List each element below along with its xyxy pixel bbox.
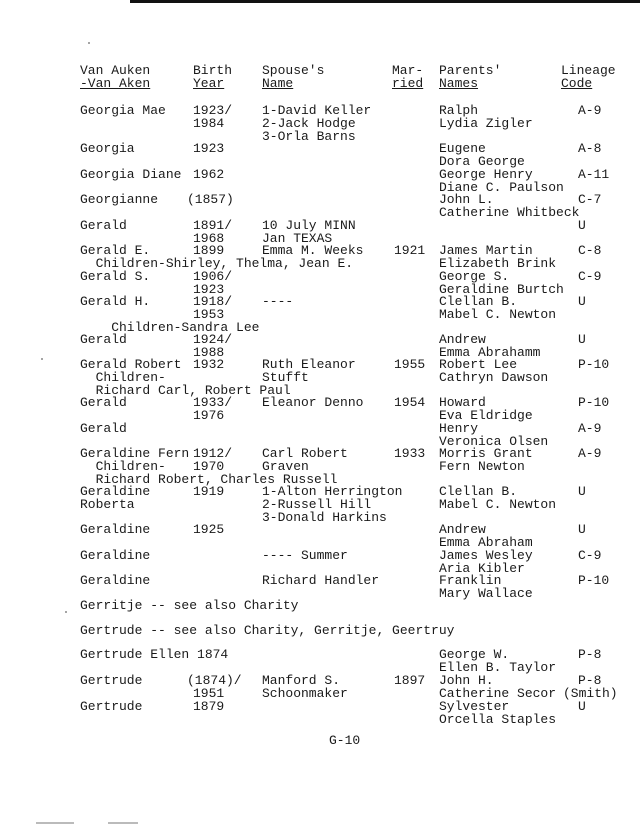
name-cell: Georgia Mae bbox=[80, 103, 166, 118]
scan-speck bbox=[88, 42, 90, 44]
married-year-cell: 1955 bbox=[394, 357, 426, 372]
lineage-code-cell: U bbox=[578, 332, 586, 347]
parents-cell: Morris Grant bbox=[439, 446, 533, 461]
spouse-cell: ---- Summer bbox=[262, 548, 348, 563]
lineage-code-cell: A-8 bbox=[578, 141, 602, 156]
parents-cell: James Wesley bbox=[439, 548, 533, 563]
spouse-cell: 1-David Keller bbox=[262, 103, 372, 118]
name-cell: Gerald bbox=[80, 332, 127, 347]
parents-cell: Aria Kibler bbox=[439, 561, 525, 576]
name-cell: Geraldine Fern bbox=[80, 446, 190, 461]
spouse-cell: Carl Robert bbox=[262, 446, 348, 461]
parents-cell: Geraldine Burtch bbox=[439, 282, 564, 297]
birth-year-cell: 1984 bbox=[193, 116, 225, 131]
name-cell: Geraldine bbox=[80, 522, 151, 537]
header-birth-line1: Birth bbox=[193, 63, 233, 78]
header-married-line1: Mar- bbox=[392, 63, 424, 78]
married-year-cell: 1954 bbox=[394, 395, 426, 410]
spouse-cell: Schoonmaker bbox=[262, 686, 348, 701]
spouse-cell: Graven bbox=[262, 459, 309, 474]
birth-year-cell: 1962 bbox=[193, 167, 225, 182]
scan-speck bbox=[41, 358, 43, 360]
parents-cell: Veronica Olsen bbox=[439, 434, 549, 449]
parents-cell: John H. bbox=[439, 673, 494, 688]
parents-cell: Eugene bbox=[439, 141, 486, 156]
header-married-line2: ried bbox=[392, 76, 424, 91]
parents-cell: Robert Lee bbox=[439, 357, 518, 372]
name-cell: Gertrude -- see also Charity, Gerritje, Geertruy bbox=[80, 623, 455, 638]
scan-smudge bbox=[36, 822, 74, 824]
birth-year-cell: 1923 bbox=[193, 141, 225, 156]
birth-year-cell: 1970 bbox=[193, 459, 225, 474]
lineage-code-cell: (Smith) bbox=[563, 686, 618, 701]
parents-cell: Andrew bbox=[439, 522, 486, 537]
birth-year-cell: 1899 bbox=[193, 243, 225, 258]
header-lineage-line2: Code bbox=[561, 76, 593, 91]
name-cell: Gerritje -- see also Charity bbox=[80, 598, 299, 613]
header-name-line2: -Van Aken bbox=[80, 76, 151, 91]
birth-year-cell: 1933/ bbox=[193, 395, 233, 410]
name-cell: Gerald H. bbox=[80, 294, 151, 309]
lineage-code-cell: U bbox=[578, 699, 586, 714]
lineage-code-cell: P-10 bbox=[578, 395, 610, 410]
birth-year-cell: 1951 bbox=[193, 686, 225, 701]
spouse-cell: Richard Handler bbox=[262, 573, 380, 588]
parents-cell: George W. bbox=[439, 647, 510, 662]
header-birth-line2: Year bbox=[193, 76, 225, 91]
parents-cell: Catherine Whitbeck bbox=[439, 205, 580, 220]
name-cell: Richard Robert, Charles Russell bbox=[80, 472, 338, 487]
birth-year-cell: (1874)/ bbox=[187, 673, 242, 688]
header-spouse-line2: Name bbox=[262, 76, 294, 91]
married-year-cell: 1921 bbox=[394, 243, 426, 258]
name-cell: Georgia Diane bbox=[80, 167, 182, 182]
spouse-cell: Stufft bbox=[262, 370, 309, 385]
parents-cell: John L. bbox=[439, 192, 494, 207]
name-cell: Gertrude bbox=[80, 673, 143, 688]
name-cell: Gerald bbox=[80, 218, 127, 233]
birth-year-cell: 1923 bbox=[193, 282, 225, 297]
birth-year-cell: 1988 bbox=[193, 345, 225, 360]
header-parents-line1: Parents' bbox=[439, 63, 502, 78]
scan-speck bbox=[65, 611, 67, 613]
parents-cell: Emma Abraham bbox=[439, 535, 533, 550]
name-cell: Georgianne bbox=[80, 192, 159, 207]
name-cell: Children- bbox=[80, 370, 166, 385]
parents-cell: Elizabeth Brink bbox=[439, 256, 557, 271]
birth-year-cell: 1925 bbox=[193, 522, 225, 537]
parents-cell: Clellan B. bbox=[439, 294, 518, 309]
spouse-cell: 10 July MINN bbox=[262, 218, 356, 233]
name-cell: Richard Carl, Robert Paul bbox=[80, 383, 291, 398]
spouse-cell: 1-Alton Herrington bbox=[262, 484, 403, 499]
parents-cell: Diane C. Paulson bbox=[439, 180, 564, 195]
spouse-cell: 2-Russell Hill bbox=[262, 497, 372, 512]
parents-cell: Dora George bbox=[439, 154, 525, 169]
lineage-code-cell: U bbox=[578, 218, 586, 233]
parents-cell: Emma Abrahamm bbox=[439, 345, 541, 360]
parents-cell: Lydia Zigler bbox=[439, 116, 533, 131]
lineage-code-cell: A-9 bbox=[578, 446, 602, 461]
lineage-code-cell: A-11 bbox=[578, 167, 610, 182]
name-cell: Roberta bbox=[80, 497, 135, 512]
name-cell: Gertrude bbox=[80, 699, 143, 714]
spouse-cell: 3-Donald Harkins bbox=[262, 510, 387, 525]
lineage-code-cell: C-9 bbox=[578, 548, 602, 563]
spouse-cell: Ruth Eleanor bbox=[262, 357, 356, 372]
parents-cell: George Henry bbox=[439, 167, 533, 182]
name-cell: Gertrude Ellen 1874 bbox=[80, 647, 229, 662]
name-cell: Geraldine bbox=[80, 573, 151, 588]
married-year-cell: 1933 bbox=[394, 446, 426, 461]
spouse-cell: 2-Jack Hodge bbox=[262, 116, 356, 131]
parents-cell: Cathryn Dawson bbox=[439, 370, 549, 385]
parents-cell: Franklin bbox=[439, 573, 502, 588]
birth-year-cell: 1968 bbox=[193, 231, 225, 246]
spouse-cell: ---- bbox=[262, 294, 294, 309]
name-cell: Gerald bbox=[80, 421, 127, 436]
parents-cell: Mary Wallace bbox=[439, 586, 533, 601]
parents-cell: George S. bbox=[439, 269, 510, 284]
birth-year-cell: 1919 bbox=[193, 484, 225, 499]
header-parents-line2: Names bbox=[439, 76, 479, 91]
name-cell: Children-Shirley, Thelma, Jean E. bbox=[80, 256, 354, 271]
married-year-cell: 1897 bbox=[394, 673, 426, 688]
lineage-code-cell: C-7 bbox=[578, 192, 602, 207]
birth-year-cell: 1891/ bbox=[193, 218, 233, 233]
lineage-code-cell: C-9 bbox=[578, 269, 602, 284]
name-cell: Georgia bbox=[80, 141, 135, 156]
spouse-cell: Eleanor Denno bbox=[262, 395, 364, 410]
header-spouse-line1: Spouse's bbox=[262, 63, 325, 78]
parents-cell: Eva Eldridge bbox=[439, 408, 533, 423]
page-number: G-10 bbox=[329, 733, 361, 748]
parents-cell: Clellan B. bbox=[439, 484, 518, 499]
lineage-code-cell: P-10 bbox=[578, 357, 610, 372]
name-cell: Gerald bbox=[80, 395, 127, 410]
spouse-cell: Emma M. Weeks bbox=[262, 243, 364, 258]
birth-year-cell: 1879 bbox=[193, 699, 225, 714]
birth-year-cell: (1857) bbox=[187, 192, 234, 207]
parents-cell: Andrew bbox=[439, 332, 486, 347]
name-cell: Gerald S. bbox=[80, 269, 151, 284]
lineage-code-cell: U bbox=[578, 484, 586, 499]
lineage-code-cell: P-8 bbox=[578, 647, 602, 662]
spouse-cell: Jan TEXAS bbox=[262, 231, 333, 246]
parents-cell: Mabel C. Newton bbox=[439, 497, 557, 512]
header-name-line1: Van Auken bbox=[80, 63, 151, 78]
lineage-code-cell: P-8 bbox=[578, 673, 602, 688]
lineage-code-cell: U bbox=[578, 294, 586, 309]
birth-year-cell: 1923/ bbox=[193, 103, 233, 118]
parents-cell: Ralph bbox=[439, 103, 479, 118]
name-cell: Gerald E. bbox=[80, 243, 151, 258]
birth-year-cell: 1912/ bbox=[193, 446, 233, 461]
lineage-code-cell: P-10 bbox=[578, 573, 610, 588]
parents-cell: Fern Newton bbox=[439, 459, 525, 474]
parents-cell: James Martin bbox=[439, 243, 533, 258]
lineage-code-cell: A-9 bbox=[578, 103, 602, 118]
parents-cell: Henry bbox=[439, 421, 479, 436]
birth-year-cell: 1953 bbox=[193, 307, 225, 322]
name-cell: Children-Sandra Lee bbox=[80, 320, 260, 335]
name-cell: Children- bbox=[80, 459, 166, 474]
parents-cell: Mabel C. Newton bbox=[439, 307, 557, 322]
top-rule bbox=[130, 0, 640, 3]
birth-year-cell: 1924/ bbox=[193, 332, 233, 347]
header-lineage-line1: Lineage bbox=[561, 63, 616, 78]
spouse-cell: Manford S. bbox=[262, 673, 341, 688]
parents-cell: Orcella Staples bbox=[439, 712, 557, 727]
birth-year-cell: 1906/ bbox=[193, 269, 233, 284]
lineage-code-cell: C-8 bbox=[578, 243, 602, 258]
parents-cell: Catherine Secor bbox=[439, 686, 557, 701]
name-cell: Geraldine bbox=[80, 484, 151, 499]
scan-smudge bbox=[108, 822, 138, 824]
parents-cell: Ellen B. Taylor bbox=[439, 660, 557, 675]
parents-cell: Howard bbox=[439, 395, 486, 410]
spouse-cell: 3-Orla Barns bbox=[262, 129, 356, 144]
birth-year-cell: 1918/ bbox=[193, 294, 233, 309]
birth-year-cell: 1976 bbox=[193, 408, 225, 423]
name-cell: Geraldine bbox=[80, 548, 151, 563]
lineage-code-cell: U bbox=[578, 522, 586, 537]
parents-cell: Sylvester bbox=[439, 699, 510, 714]
lineage-code-cell: A-9 bbox=[578, 421, 602, 436]
birth-year-cell: 1932 bbox=[193, 357, 225, 372]
name-cell: Gerald Robert bbox=[80, 357, 182, 372]
